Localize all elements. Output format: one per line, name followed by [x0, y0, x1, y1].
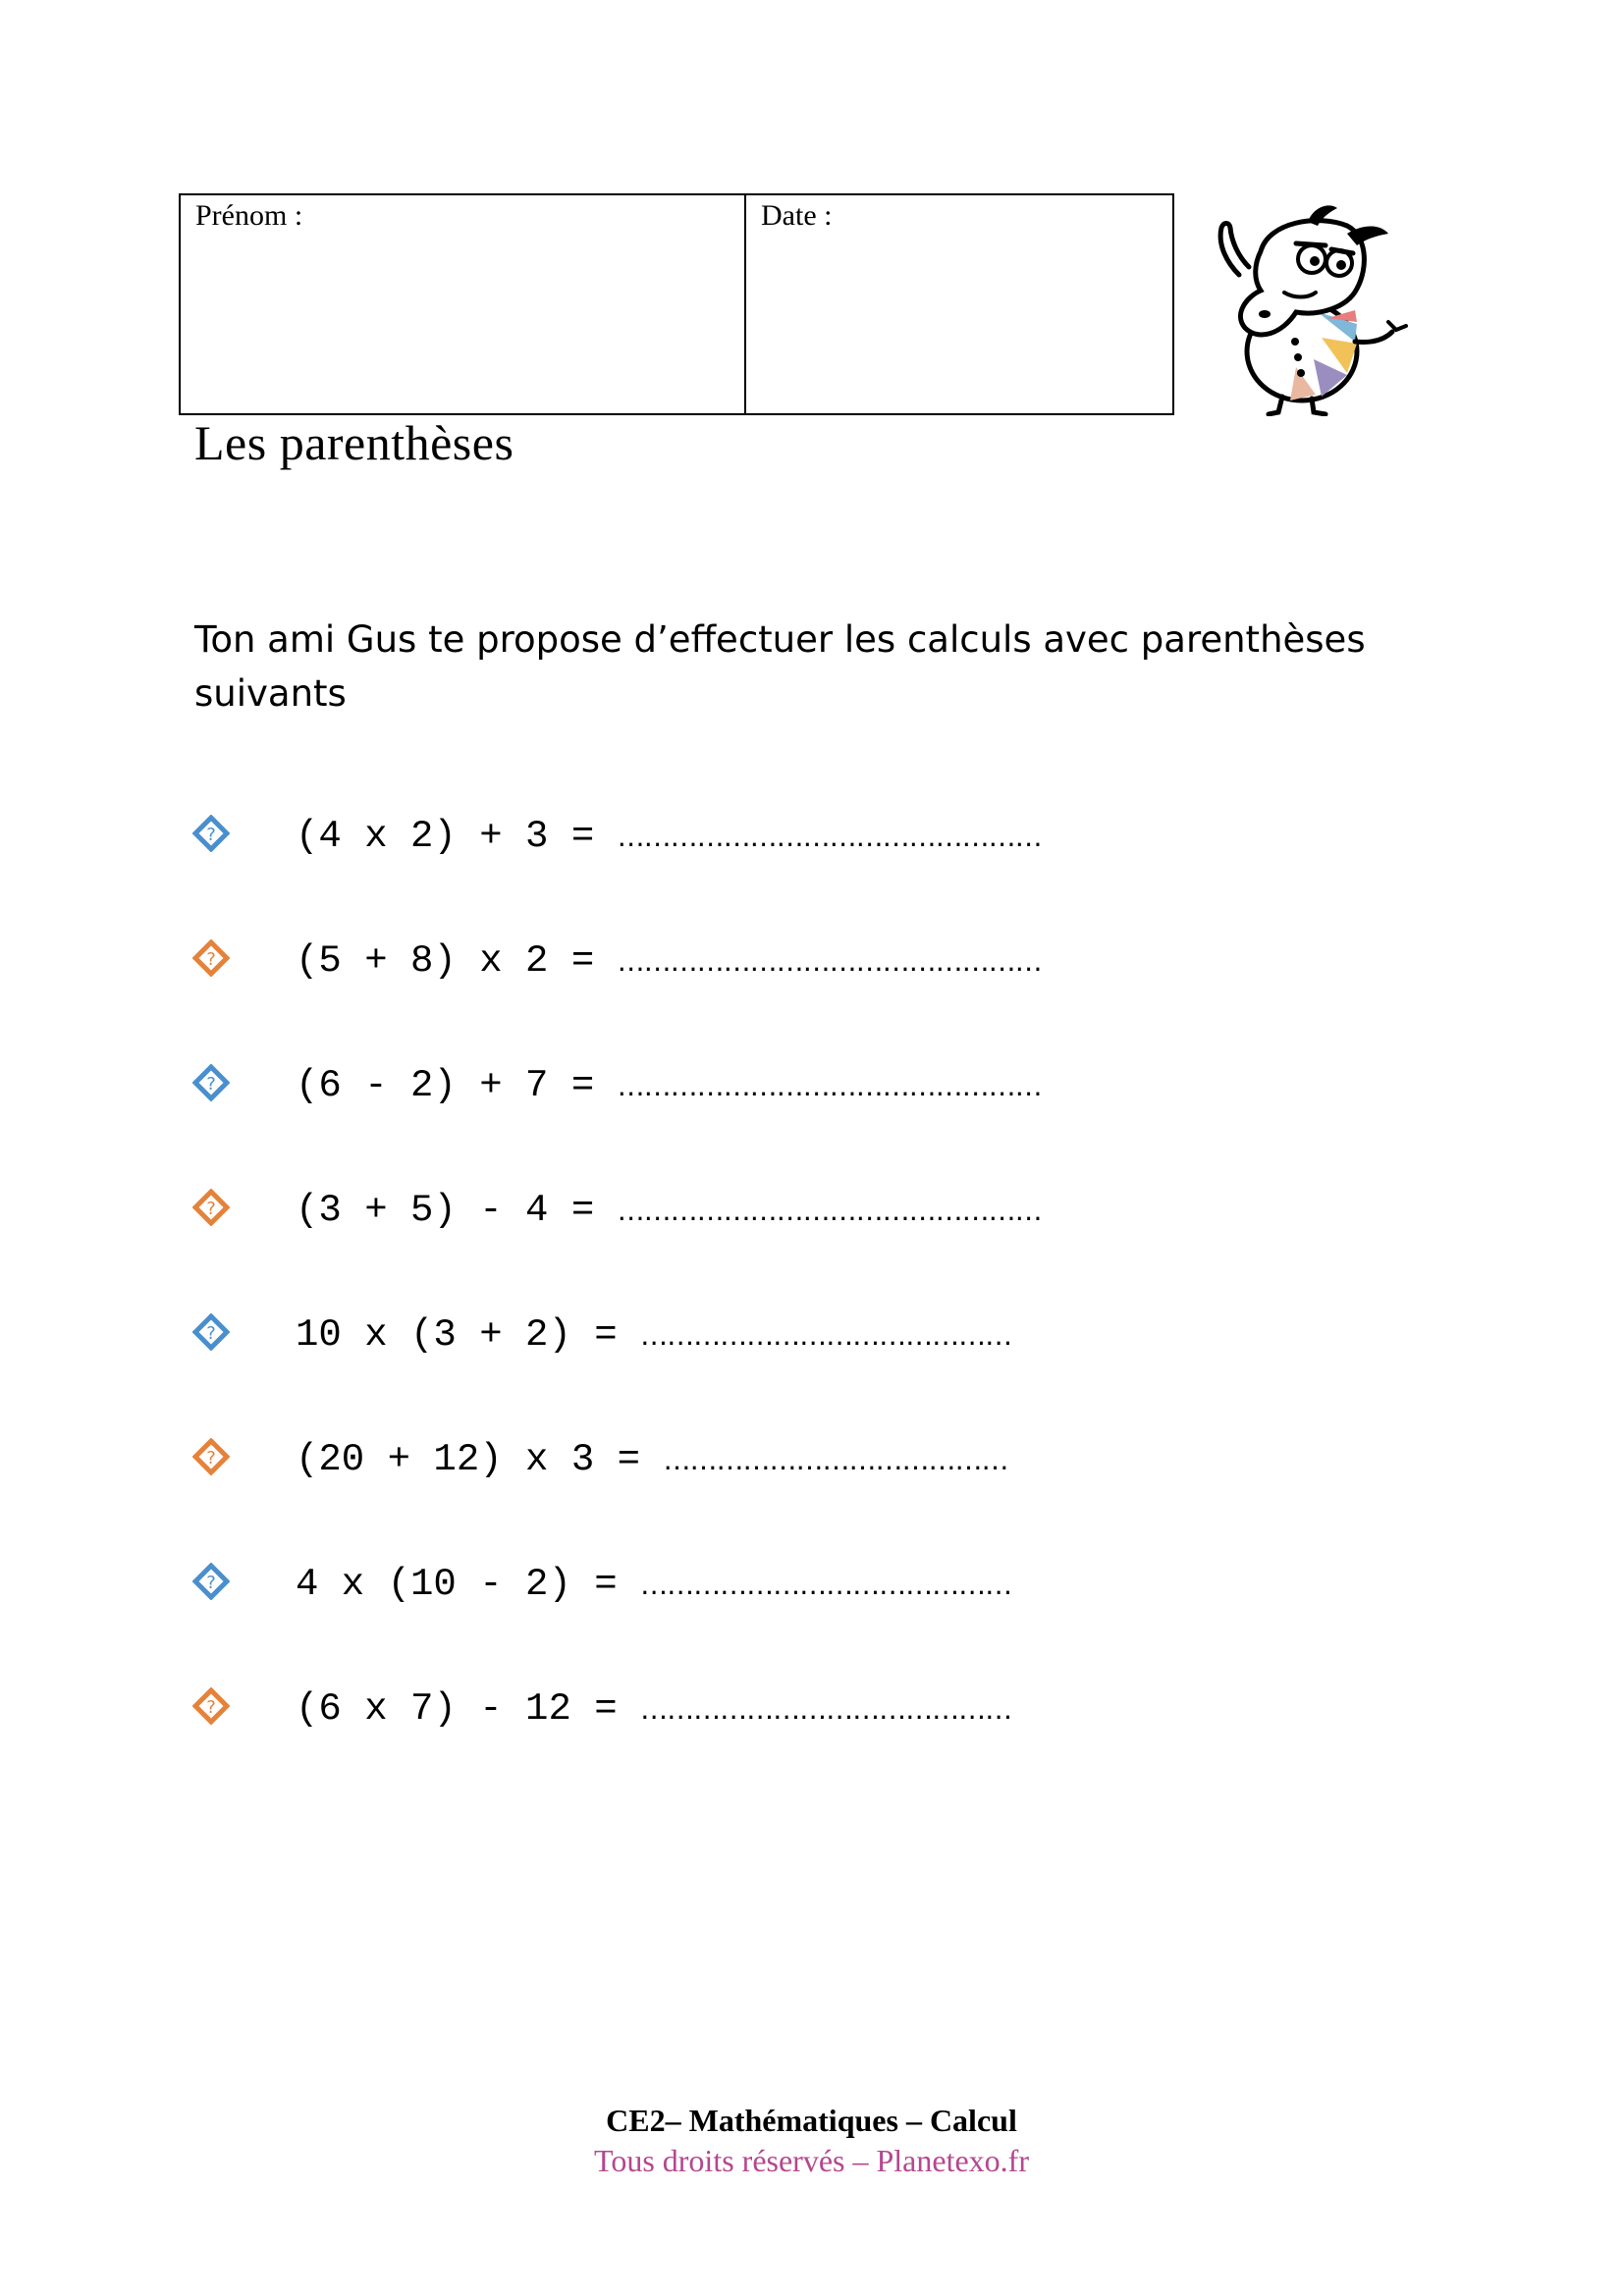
answer-line[interactable]: ……………………………………: [640, 1319, 1012, 1352]
gus-mascot-illustration: [1200, 194, 1414, 416]
exercise-expression: 4 x (10 - 2) =: [296, 1563, 641, 1606]
answer-line[interactable]: …………………………………………: [617, 1195, 1042, 1227]
svg-text:?: ?: [206, 1573, 216, 1593]
exercise-item: [192, 935, 1174, 1060]
prenom-field[interactable]: [181, 195, 746, 413]
exercise-expression: (6 - 2) + 7 =: [296, 1064, 618, 1107]
answer-line[interactable]: ……………………………………: [640, 1569, 1012, 1601]
exercise-item: [192, 1434, 1174, 1559]
exercise-expression: (5 + 8) x 2 =: [296, 939, 618, 983]
svg-text:?: ?: [206, 1697, 216, 1718]
date-field[interactable]: [746, 195, 1172, 413]
exercise-item: [192, 811, 1174, 935]
identity-table: [179, 193, 1174, 415]
diamond-bullet-icon: [192, 1563, 230, 1600]
diamond-bullet-icon: [192, 1313, 230, 1351]
exercise-item: [192, 1185, 1174, 1309]
svg-text:?: ?: [206, 1323, 216, 1344]
diamond-bullet-icon: [192, 1438, 230, 1475]
exercise-item: [192, 1309, 1174, 1434]
exercise-item: [192, 1559, 1174, 1683]
date-label: Date :: [761, 199, 833, 232]
diamond-bullet-icon: [192, 1064, 230, 1101]
instruction-text: Ton ami Gus te propose d’effectuer les calculs avec parenthèses suivants: [194, 618, 1366, 715]
exercise-expression: (3 + 5) - 4 =: [296, 1189, 618, 1232]
exercise-item: [192, 1060, 1174, 1185]
diamond-bullet-icon: [192, 1687, 230, 1725]
footer-subject: CE2– Mathématiques – Calcul: [606, 2103, 1017, 2138]
svg-text:?: ?: [206, 825, 216, 845]
diamond-bullet-icon: [192, 1189, 230, 1226]
exercise-expression: (6 x 7) - 12 =: [296, 1687, 641, 1731]
exercise-list: [192, 811, 1174, 1808]
exercise-expression: (4 x 2) + 3 =: [296, 815, 618, 858]
answer-line[interactable]: …………………………………………: [617, 821, 1042, 853]
diamond-bullet-icon: [192, 815, 230, 852]
answer-line[interactable]: …………………………………………: [617, 1070, 1042, 1102]
svg-text:?: ?: [206, 949, 216, 970]
svg-text:?: ?: [206, 1199, 216, 1219]
prenom-label: Prénom :: [195, 199, 303, 232]
exercise-expression: (20 + 12) x 3 =: [296, 1438, 664, 1481]
exercise-item: [192, 1683, 1174, 1808]
answer-line[interactable]: …………………………………………: [617, 945, 1042, 978]
answer-line[interactable]: ……………………………………: [640, 1693, 1012, 1726]
answer-line[interactable]: …………………………………: [663, 1444, 1008, 1476]
page-title: Les parenthèses: [194, 415, 514, 470]
exercise-expression: 10 x (3 + 2) =: [296, 1313, 641, 1357]
diamond-bullet-icon: [192, 939, 230, 977]
svg-text:?: ?: [206, 1074, 216, 1095]
footer-copyright: Tous droits réservés – Planetexo.fr: [594, 2143, 1029, 2178]
svg-text:?: ?: [206, 1448, 216, 1468]
